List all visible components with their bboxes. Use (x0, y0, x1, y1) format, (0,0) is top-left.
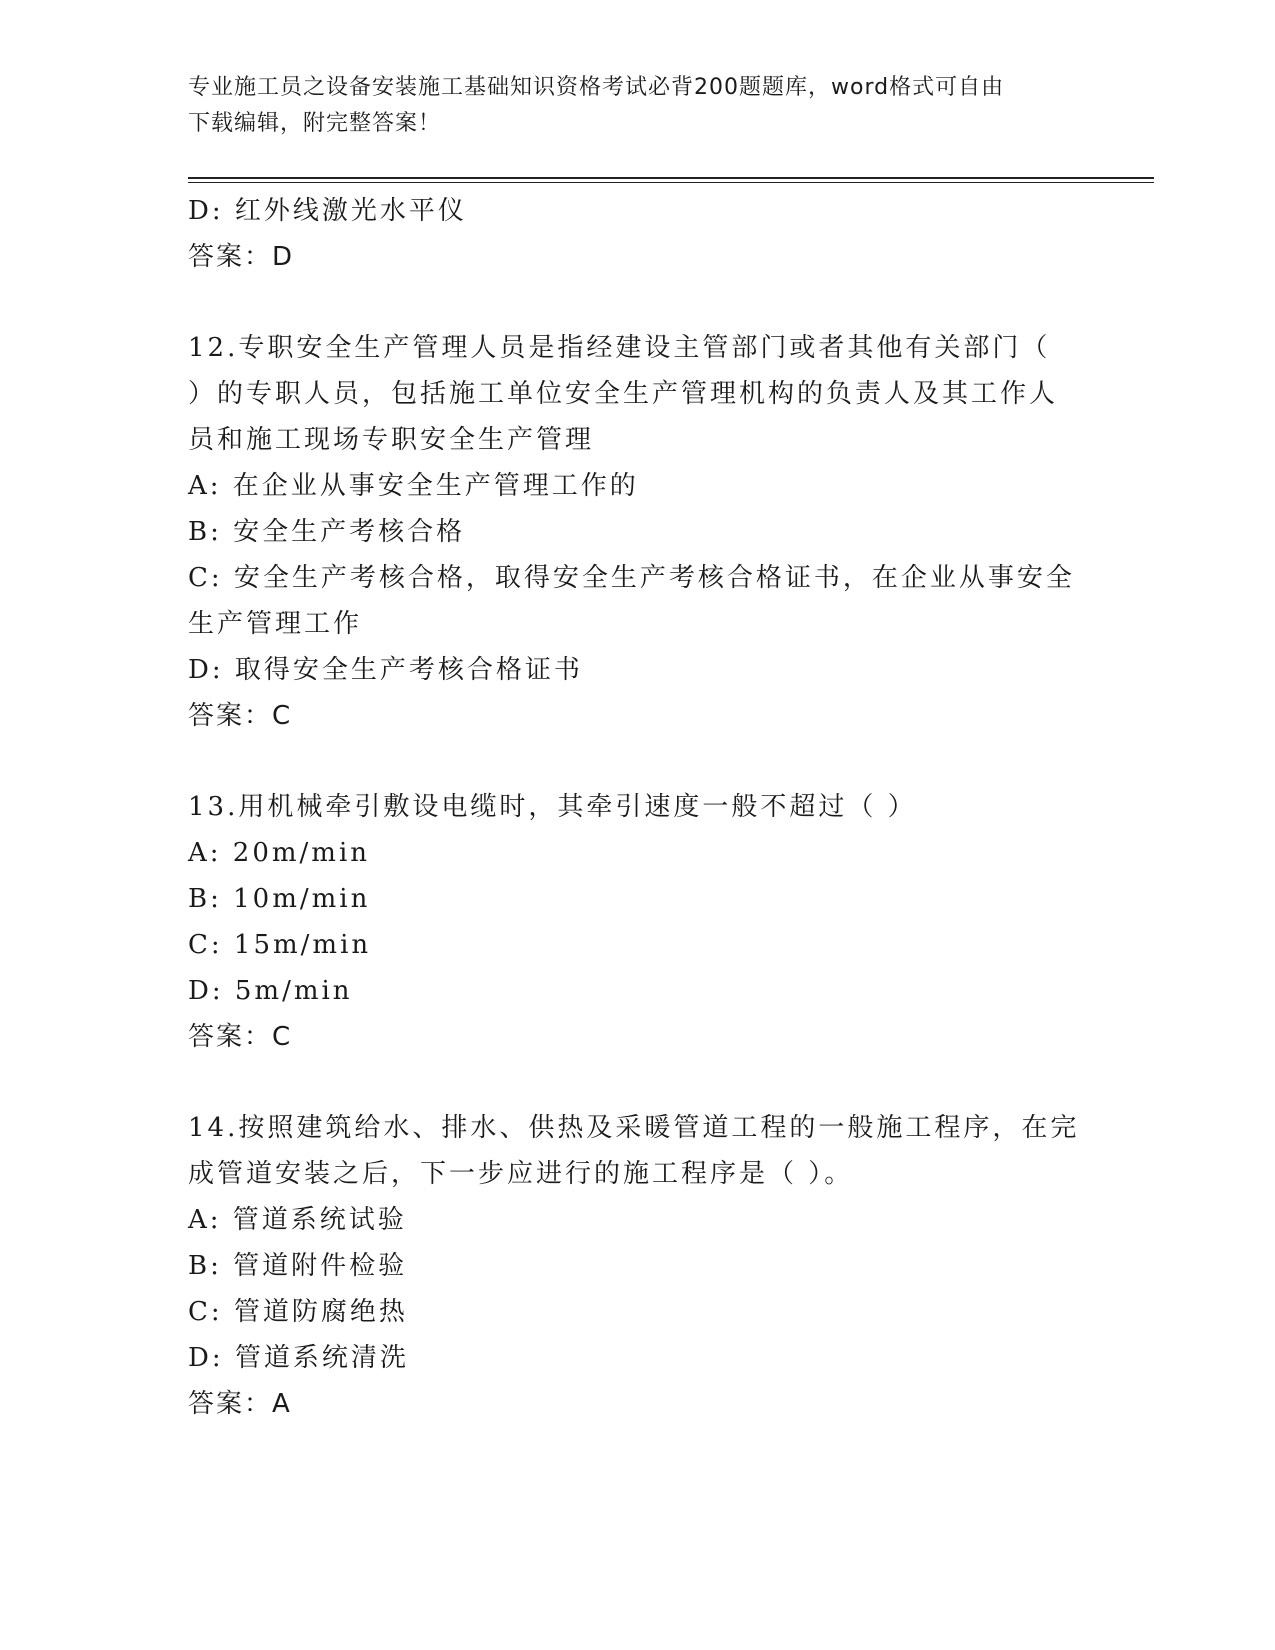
answer: 答案：C (188, 1022, 293, 1052)
question-stem: 成管道安装之后，下一步应进行的施工程序是（ ）。 (188, 1159, 854, 1189)
question-stem: 12.专职安全生产管理人员是指经建设主管部门或者其他有关部门（ (188, 333, 1051, 363)
option-c: C: 15m/min (188, 930, 372, 960)
option-d: D: 红外线激光水平仪 (188, 196, 467, 226)
option-d: D: 5m/min (188, 976, 353, 1006)
header-divider-thick (188, 177, 1154, 179)
question-12 (188, 325, 1088, 739)
question-spacer (188, 739, 1088, 784)
question-stem: ）的专职人员，包括施工单位安全生产管理机构的负责人及其工作人 (188, 379, 1059, 409)
header-line-2: 下载编辑，附完整答案！ (188, 111, 442, 136)
option-a: A: 20m/min (188, 838, 371, 868)
option-c: C: 安全生产考核合格，取得安全生产考核合格证书，在企业从事安全 (188, 563, 1075, 593)
option-d: D: 取得安全生产考核合格证书 (188, 655, 583, 685)
question-13 (188, 784, 1088, 1060)
document-header (188, 70, 1068, 142)
question-spacer (188, 1060, 1088, 1105)
question-spacer (188, 280, 1088, 325)
option-d: D: 管道系统清洗 (188, 1343, 409, 1373)
question-stem: 员和施工现场专职安全生产管理 (188, 425, 595, 455)
answer: 答案：C (188, 701, 293, 731)
header-divider-thin (188, 182, 1154, 183)
option-c: C: 管道防腐绝热 (188, 1297, 408, 1327)
option-a: A: 管道系统试验 (188, 1205, 407, 1235)
question-11 (188, 188, 1088, 280)
option-c-continued: 生产管理工作 (188, 609, 363, 639)
question-stem: 13.用机械牵引敷设电缆时，其牵引速度一般不超过（ ） (188, 792, 917, 822)
question-list (188, 188, 1088, 1427)
header-line-1: 专业施工员之设备安装施工基础知识资格考试必背200题题库，word格式可自由 (188, 75, 1005, 100)
option-b: B: 安全生产考核合格 (188, 517, 466, 547)
question-stem: 14.按照建筑给水、排水、供热及采暖管道工程的一般施工程序，在完 (188, 1113, 1080, 1143)
question-14 (188, 1105, 1088, 1427)
option-a: A: 在企业从事安全生产管理工作的 (188, 471, 639, 501)
option-b: B: 10m/min (188, 884, 371, 914)
answer: 答案：A (188, 1389, 292, 1419)
option-b: B: 管道附件检验 (188, 1251, 408, 1281)
answer: 答案：D (188, 242, 295, 272)
